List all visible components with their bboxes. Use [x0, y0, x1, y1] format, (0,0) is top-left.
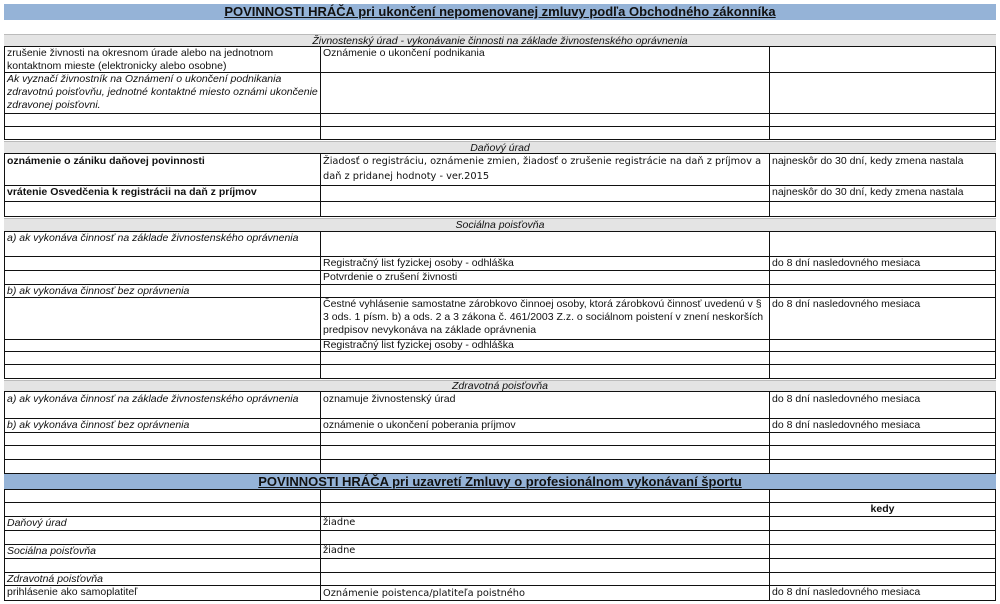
main-title-contract: POVINNOSTI HRÁČA pri uzavretí Zmluvy o profesionálnom vykonávaní športu [4, 474, 996, 489]
cell-health-case-a: a) ak vykonáva činnosť na základe živnostenského oprávnenia [4, 391, 321, 419]
table-row [4, 433, 996, 446]
cell-empty [321, 559, 770, 573]
section-header-health-insurance: Zdravotná poisťovňa [4, 380, 996, 391]
cell-empty [770, 73, 996, 114]
cell-empty [321, 531, 770, 545]
table-row [4, 573, 996, 586]
table-row [4, 285, 996, 298]
cell-empty [770, 460, 996, 474]
cell-empty [770, 573, 996, 586]
cell-trade-action: zrušenie živnosti na okresnom úrade alebo na jednotnom kontaktnom mieste (elektronicky alebo osobne) [4, 46, 321, 73]
table-row [4, 114, 996, 127]
cell-empty [770, 231, 996, 257]
table-row [4, 446, 996, 460]
cell-empty [4, 257, 321, 271]
cell-empty [321, 186, 770, 202]
cell-empty [4, 531, 321, 545]
cell-empty [321, 446, 770, 460]
cell-empty [770, 127, 996, 140]
cell-health-deadline: do 8 dní nasledovného mesiaca [770, 391, 996, 419]
section-header-trade-office: Živnostenský úrad - vykonávanie činnosti na základe živnostenského oprávnenia [4, 34, 996, 46]
cell-empty [321, 231, 770, 257]
table-row [4, 352, 996, 365]
cell-trade-deadline [770, 46, 996, 73]
table-row [4, 298, 996, 340]
cell-trade-form: Oznámenie o ukončení podnikania [321, 46, 770, 73]
cell-empty [4, 433, 321, 446]
cell-health-case-b: b) ak vykonáva činnosť bez oprávnenia [4, 419, 321, 433]
cell-tax-office-value: žiadne [321, 517, 770, 531]
cell-social-declaration: Čestné vyhlásenie samostatne zárobkovo činnoej osoby, ktorá zárobkovú činnosť uvedenú v § 3 ods. 1 písm. b) a ods. 2 a 3 zákona č. 461/2003 Z.z. o sociálnom poistení v znení neskorších predpisov nevykonáva na základe oprávnenia [321, 298, 770, 340]
cell-empty [770, 352, 996, 365]
table-row [4, 202, 996, 217]
cell-social-insurance-value: žiadne [321, 545, 770, 559]
table-row [4, 46, 996, 73]
cell-tax-deadline: najneskôr do 30 dní, kedy zmena nastala [770, 153, 996, 186]
table-row [4, 531, 996, 545]
cell-social-form: Registračný list fyzickej osoby - odhláška [321, 257, 770, 271]
cell-empty [4, 559, 321, 573]
table-row [4, 340, 996, 352]
cell-empty [4, 271, 321, 285]
cell-empty [770, 433, 996, 446]
cell-empty [321, 460, 770, 474]
cell-empty [4, 298, 321, 340]
cell-empty [321, 433, 770, 446]
cell-empty [4, 489, 321, 503]
table-row [4, 517, 996, 531]
cell-social-deadline: do 8 dní nasledovného mesiaca [770, 257, 996, 271]
cell-empty [4, 365, 321, 379]
cell-empty [770, 489, 996, 503]
table-row [4, 489, 996, 503]
cell-empty [4, 114, 321, 127]
cell-social-insurance-label: Sociálna poisťovňa [4, 545, 321, 559]
cell-self-payer: prihlásenie ako samoplatiteľ [4, 586, 321, 601]
table-row [4, 503, 996, 517]
cell-self-payer-form: Oznámenie poistenca/platiteľa poistného [321, 586, 770, 601]
table-row [4, 153, 996, 186]
cell-health-form: oznámenie o ukončení poberania príjmov [321, 419, 770, 433]
cell-empty [770, 285, 996, 298]
table-row [4, 391, 996, 419]
cell-empty [321, 73, 770, 114]
cell-empty [770, 114, 996, 127]
section-header-tax-office: Daňový úrad [4, 141, 996, 153]
cell-empty [770, 446, 996, 460]
cell-empty [770, 271, 996, 285]
cell-empty [770, 365, 996, 379]
cell-empty [4, 202, 321, 217]
cell-empty [321, 573, 770, 586]
table-row [4, 559, 996, 573]
cell-empty [321, 352, 770, 365]
cell-tax-action: oznámenie o zániku daňovej povinnosti [4, 153, 321, 186]
cell-empty [770, 517, 996, 531]
cell-health-form: oznamuje živnostenský úrad [321, 391, 770, 419]
cell-social-form: Potvrdenie o zrušení živnosti [321, 271, 770, 285]
cell-empty [4, 352, 321, 365]
cell-empty [770, 531, 996, 545]
table-row [4, 545, 996, 559]
cell-empty [321, 365, 770, 379]
table-row [4, 127, 996, 140]
cell-empty [4, 446, 321, 460]
section-header-social-insurance: Sociálna poisťovňa [4, 218, 996, 231]
table-row [4, 271, 996, 285]
cell-self-payer-deadline: do 8 dní nasledovného mesiaca [770, 586, 996, 601]
cell-tax-form: Žiadosť o registráciu, oznámenie zmien, žiadosť o zrušenie registrácie na daň z príjmov a daň z pridanej hodnoty - ver.2015 [321, 153, 770, 186]
cell-trade-note: Ak vyznačí živnostník na Oznámení o ukončení podnikania zdravotnú poisťovňu, jednotné kontaktné miesto oznámi ukončenie zdravonej poisťovni. [4, 73, 321, 114]
cell-empty [321, 489, 770, 503]
cell-social-case-b: b) ak vykonáva činnosť bez oprávnenia [4, 285, 321, 298]
cell-tax-deadline: najneskôr do 30 dní, kedy zmena nastala [770, 186, 996, 202]
main-title-termination: POVINNOSTI HRÁČA pri ukončení nepomenovanej zmluvy podľa Obchodného zákonníka [4, 4, 996, 20]
cell-empty [770, 202, 996, 217]
table-row [4, 186, 996, 202]
cell-tax-office-label: Daňový úrad [4, 517, 321, 531]
cell-tax-action: vrátenie Osvedčenia k registrácii na daň z príjmov [4, 186, 321, 202]
cell-empty [4, 460, 321, 474]
table-row [4, 460, 996, 474]
table-row [4, 419, 996, 433]
table-row [4, 586, 996, 601]
cell-empty [321, 503, 770, 517]
cell-empty [4, 127, 321, 140]
cell-empty [321, 285, 770, 298]
cell-social-case-a: a) ak vykonáva činnosť na základe živnostenského oprávnenia [4, 231, 321, 257]
cell-empty [770, 340, 996, 352]
column-header-when: kedy [770, 503, 996, 517]
cell-empty [4, 340, 321, 352]
cell-empty [4, 503, 321, 517]
cell-empty [770, 559, 996, 573]
table-row [4, 73, 996, 114]
table-row [4, 365, 996, 379]
cell-social-form: Registračný list fyzickej osoby - odhláška [321, 340, 770, 352]
table-row [4, 257, 996, 271]
cell-health-deadline: do 8 dní nasledovného mesiaca [770, 419, 996, 433]
cell-empty [321, 114, 770, 127]
cell-empty [770, 545, 996, 559]
cell-empty [321, 202, 770, 217]
cell-social-deadline: do 8 dní nasledovného mesiaca [770, 298, 996, 340]
cell-health-insurance-label: Zdravotná poisťovňa [4, 573, 321, 586]
table-row [4, 231, 996, 257]
cell-empty [321, 127, 770, 140]
